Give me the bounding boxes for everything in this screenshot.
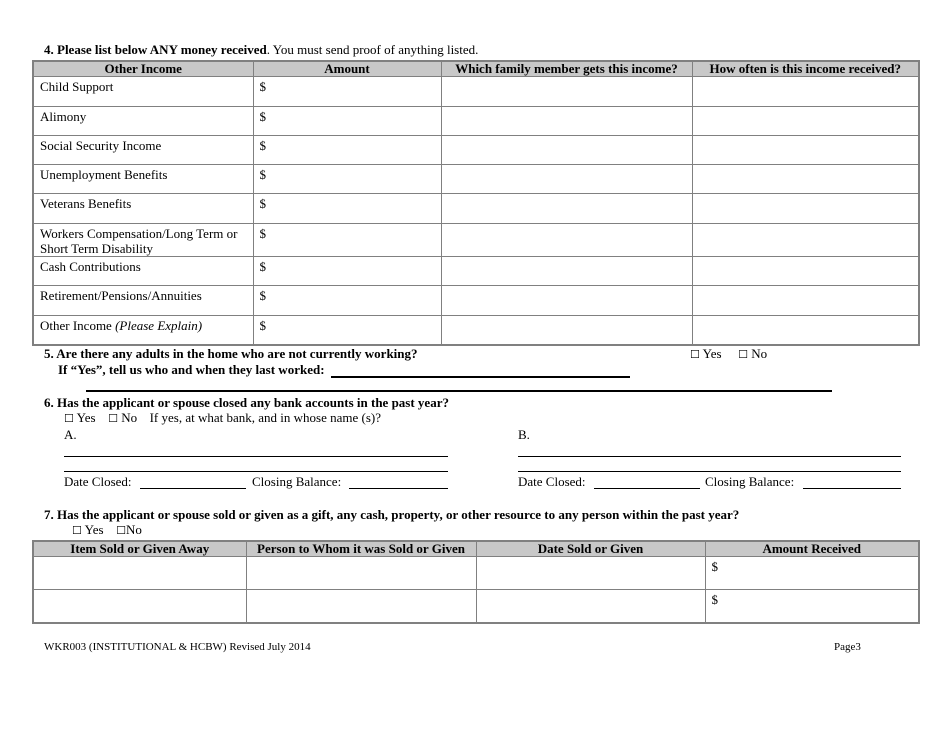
bank-b-line-1[interactable]	[518, 456, 901, 457]
q7-text: Has the applicant or spouse sold or given as a gift, any cash, property, or other resource to any person within the past year?	[57, 507, 740, 522]
frequency-cell[interactable]	[692, 224, 919, 257]
income-label: Alimony	[33, 107, 253, 136]
amount-cell[interactable]: $	[253, 107, 441, 136]
checkbox-icon[interactable]: ☐	[72, 524, 82, 537]
income-table-header	[33, 61, 919, 77]
col-item-sold: Item Sold or Given Away	[33, 541, 246, 557]
family-member-cell[interactable]	[441, 194, 692, 224]
q5-followup-text: If “Yes”, tell us who and when they last worked:	[58, 362, 325, 377]
income-label-text: Other Income	[40, 318, 112, 333]
table-row	[33, 136, 919, 165]
q5-followup	[58, 362, 325, 378]
bank-a-line-1[interactable]	[64, 456, 448, 457]
table-row	[33, 286, 919, 316]
q7-number: 7.	[44, 507, 54, 522]
checkbox-icon[interactable]: ☐	[738, 348, 748, 361]
q4-heading	[44, 42, 478, 58]
income-label	[33, 316, 253, 345]
amount-cell[interactable]: $	[253, 286, 441, 316]
q6-yes-option[interactable]	[64, 410, 96, 425]
col-family-member: Which family member gets this income?	[441, 61, 692, 77]
checkbox-icon[interactable]: ☐	[64, 412, 74, 425]
checkbox-icon[interactable]: ☐	[116, 524, 126, 537]
family-member-cell[interactable]	[441, 286, 692, 316]
frequency-cell[interactable]	[692, 165, 919, 194]
person-cell[interactable]	[246, 557, 476, 590]
bank-a-line-2[interactable]	[64, 471, 448, 472]
q4-number: 4.	[44, 42, 54, 57]
footer-page-number: Page3	[834, 641, 861, 653]
q7-options	[72, 522, 142, 538]
col-date-sold: Date Sold or Given	[476, 541, 705, 557]
amount-cell[interactable]: $	[253, 77, 441, 107]
table-row	[33, 77, 919, 107]
income-label-italic: (Please Explain)	[115, 318, 203, 333]
q6-col-a-label: A.	[64, 427, 77, 442]
q6-number: 6.	[44, 395, 54, 410]
bank-b-closing-balance-label: Closing Balance:	[705, 474, 795, 489]
bank-b-date-closed-label: Date Closed:	[518, 474, 586, 489]
transfers-table-header	[33, 541, 919, 557]
q7-question	[44, 507, 739, 523]
q5-text: Are there any adults in the home who are not currently working?	[56, 346, 418, 361]
table-row	[33, 194, 919, 224]
family-member-cell[interactable]	[441, 316, 692, 345]
income-label: Veterans Benefits	[33, 194, 253, 224]
q6-no-label: No	[121, 410, 138, 425]
q4-bold-text: Please list below ANY money received	[57, 42, 267, 57]
q6-yes-label: Yes	[76, 410, 96, 425]
amount-received-cell[interactable]: $	[705, 590, 919, 623]
bank-a-closing-balance-field[interactable]	[349, 488, 448, 489]
footer-form-id: WKR003 (INSTITUTIONAL & HCBW) Revised July 2014	[44, 641, 311, 653]
q7-yes-label: Yes	[84, 522, 104, 537]
q5-answer-line-1[interactable]	[331, 376, 630, 378]
q6-question	[44, 395, 449, 411]
amount-cell[interactable]: $	[253, 316, 441, 345]
table-row	[33, 224, 919, 257]
family-member-cell[interactable]	[441, 77, 692, 107]
family-member-cell[interactable]	[441, 107, 692, 136]
col-person: Person to Whom it was Sold or Given	[246, 541, 476, 557]
q6-text: Has the applicant or spouse closed any bank accounts in the past year?	[57, 395, 449, 410]
q6-options	[64, 410, 381, 426]
q5-options	[690, 346, 767, 362]
table-row	[33, 165, 919, 194]
bank-b-line-2[interactable]	[518, 471, 901, 472]
family-member-cell[interactable]	[441, 165, 692, 194]
q5-yes-option[interactable]	[690, 346, 722, 361]
table-row	[33, 557, 919, 590]
family-member-cell[interactable]	[441, 136, 692, 165]
bank-a-date-closed-field[interactable]	[140, 488, 246, 489]
amount-cell[interactable]: $	[253, 257, 441, 286]
col-how-often: How often is this income received?	[692, 61, 919, 77]
q5-question	[44, 346, 418, 362]
q5-yes-label: Yes	[702, 346, 722, 361]
bank-a-date-closed-label: Date Closed:	[64, 474, 132, 489]
q7-no-option[interactable]	[116, 522, 142, 537]
bank-a-closing-balance-label: Closing Balance:	[252, 474, 342, 489]
frequency-cell[interactable]	[692, 107, 919, 136]
amount-cell[interactable]: $	[253, 136, 441, 165]
table-row	[33, 590, 919, 623]
col-other-income: Other Income	[33, 61, 253, 77]
frequency-cell[interactable]	[692, 286, 919, 316]
table-row	[33, 107, 919, 136]
date-cell[interactable]	[476, 557, 705, 590]
table-row	[33, 316, 919, 345]
col-amount-received: Amount Received	[705, 541, 919, 557]
amount-cell[interactable]: $	[253, 194, 441, 224]
q6-col-b-label: B.	[518, 427, 530, 442]
col-amount: Amount	[253, 61, 441, 77]
frequency-cell[interactable]	[692, 136, 919, 165]
frequency-cell[interactable]	[692, 77, 919, 107]
income-label: Workers Compensation/Long Term or Short Term Disability	[33, 224, 253, 257]
q7-yes-option[interactable]	[72, 522, 104, 537]
bank-b-date-closed-field[interactable]	[594, 488, 700, 489]
item-cell[interactable]	[33, 557, 246, 590]
frequency-cell[interactable]	[692, 194, 919, 224]
income-label: Child Support	[33, 77, 253, 107]
q5-no-option[interactable]	[738, 346, 767, 361]
bank-b-closing-balance-field[interactable]	[803, 488, 901, 489]
amount-cell[interactable]: $	[253, 224, 441, 257]
frequency-cell[interactable]	[692, 316, 919, 345]
amount-received-cell[interactable]: $	[705, 557, 919, 590]
q7-no-label: No	[125, 522, 142, 537]
family-member-cell[interactable]	[441, 257, 692, 286]
income-label: Cash Contributions	[33, 257, 253, 286]
frequency-cell[interactable]	[692, 257, 919, 286]
q5-number: 5.	[44, 346, 54, 361]
person-cell[interactable]	[246, 590, 476, 623]
income-table	[32, 60, 920, 346]
q4-rest-text: . You must send proof of anything listed.	[266, 42, 479, 57]
income-label: Social Security Income	[33, 136, 253, 165]
item-cell[interactable]	[33, 590, 246, 623]
family-member-cell[interactable]	[441, 224, 692, 257]
q6-followup: If yes, at what bank, and in whose name (s)?	[149, 410, 381, 425]
date-cell[interactable]	[476, 590, 705, 623]
checkbox-icon[interactable]: ☐	[690, 348, 700, 361]
table-row	[33, 257, 919, 286]
q5-no-label: No	[751, 346, 768, 361]
income-label: Unemployment Benefits	[33, 165, 253, 194]
q5-answer-line-2[interactable]	[86, 390, 832, 392]
checkbox-icon[interactable]: ☐	[108, 412, 118, 425]
transfers-table	[32, 540, 920, 624]
income-label: Retirement/Pensions/Annuities	[33, 286, 253, 316]
q6-no-option[interactable]	[108, 410, 137, 425]
amount-cell[interactable]: $	[253, 165, 441, 194]
